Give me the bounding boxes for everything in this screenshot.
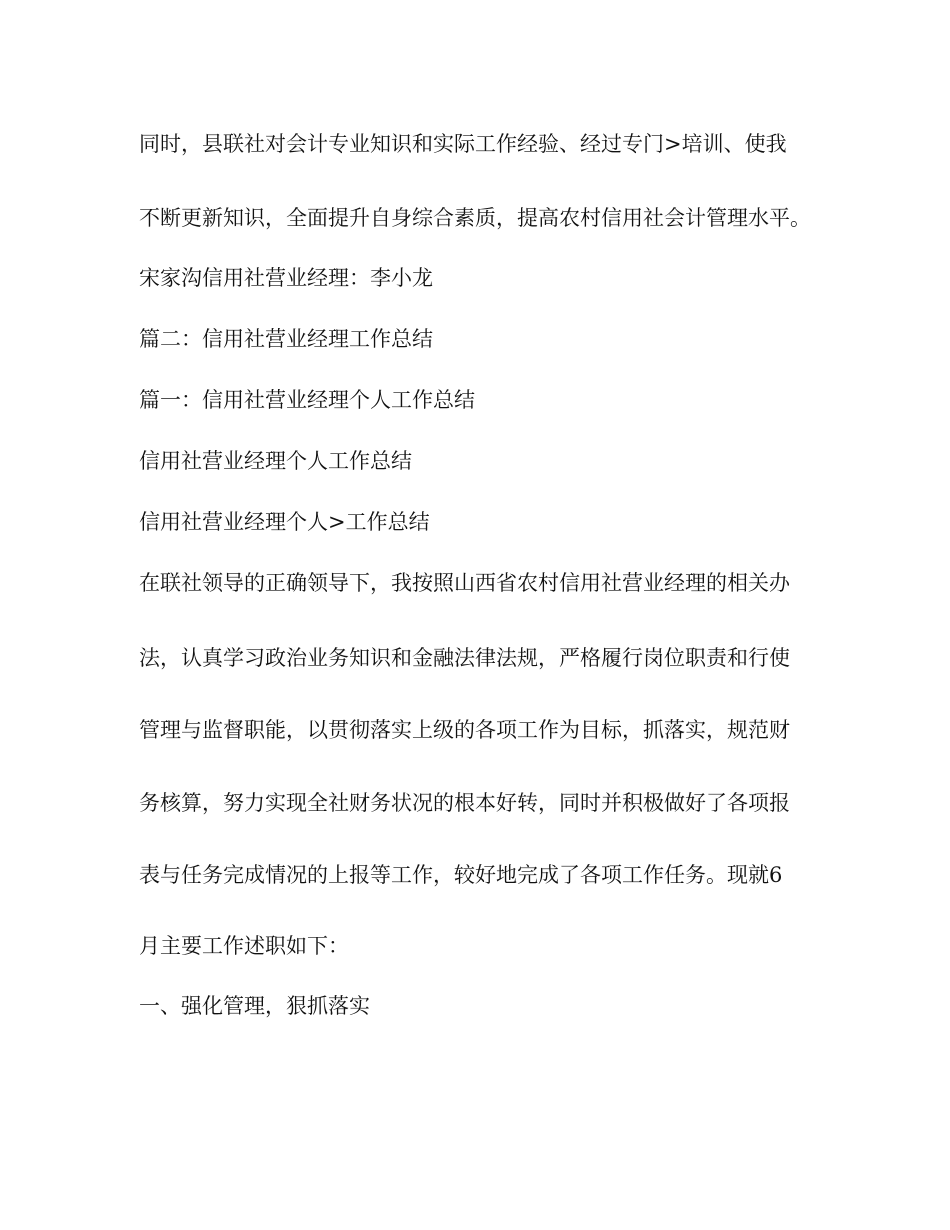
text-line: 务核算，努力实现全社财务状况的根本好转，同时并积极做好了各项报 bbox=[139, 791, 790, 815]
section-heading: 篇二：信用社营业经理工作总结 bbox=[139, 327, 433, 351]
text-line: 月主要工作述职如下： bbox=[139, 934, 349, 958]
signature-line: 宋家沟信用社营业经理：李小龙 bbox=[139, 266, 433, 290]
text-line: 表与任务完成情况的上报等工作，较好地完成了各项工作任务。现就6 bbox=[139, 863, 783, 887]
text-line: 在联社领导的正确领导下，我按照山西省农村信用社营业经理的相关办 bbox=[139, 571, 790, 595]
document-title: 信用社营业经理个人>工作总结 bbox=[139, 510, 430, 534]
text-line: 不断更新知识，全面提升自身综合素质，提高农村信用社会计管理水平。 bbox=[139, 206, 811, 230]
section-heading: 篇一：信用社营业经理个人工作总结 bbox=[139, 388, 475, 412]
text-line: 法，认真学习政治业务知识和金融法律法规，严格履行岗位职责和行使 bbox=[139, 646, 790, 670]
document-title: 信用社营业经理个人工作总结 bbox=[139, 449, 412, 473]
section-heading: 一、强化管理，狠抓落实 bbox=[139, 994, 370, 1018]
text-line: 同时，县联社对会计专业知识和实际工作经验、经过专门>培训、使我 bbox=[139, 132, 787, 156]
text-line: 管理与监督职能，以贯彻落实上级的各项工作为目标，抓落实，规范财 bbox=[139, 718, 790, 742]
